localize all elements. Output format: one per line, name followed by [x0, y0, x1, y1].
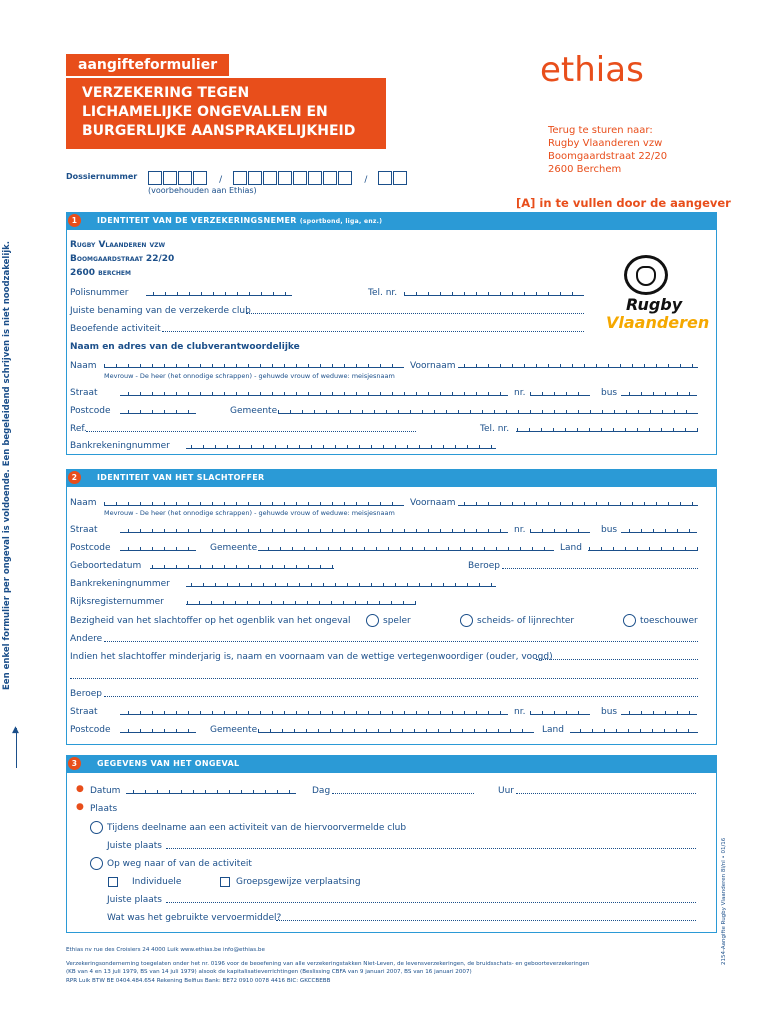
juiste-plaats-field-2[interactable] [166, 895, 696, 903]
gemeente-label-2: Gemeente [210, 543, 258, 553]
andere-label: Andere [70, 634, 103, 644]
straat-field-3[interactable] [120, 709, 508, 715]
minderjarig-label: Indien het slachtoffer minderjarig is, naam en voornaam van de wettige vertegenwoordiger (ouder, voogd) [70, 652, 553, 662]
nr-field-1[interactable] [530, 390, 590, 396]
juiste-plaats-field[interactable] [166, 841, 696, 849]
tijdens-label: Tijdens deelname aan een activiteit van de hiervoorvermelde club [107, 823, 407, 833]
section-3-number: 3 [68, 757, 81, 770]
nr-label-3: nr. [514, 707, 526, 717]
return-line-2: Rugby Vlaanderen vzw [548, 138, 663, 149]
gemeente-label-3: Gemeente [210, 725, 258, 735]
org-name: Rugby Vlaanderen vzw [70, 240, 166, 250]
section-1-subtitle: (sportbond, liga, enz.) [299, 218, 383, 225]
nr-label-1: nr. [514, 388, 526, 398]
lion-icon [624, 255, 668, 295]
speler-label: speler [383, 616, 411, 626]
return-line-3: Boomgaardstraat 22/20 [548, 151, 668, 162]
straat-label-3: Straat [70, 707, 98, 717]
dag-field[interactable] [332, 786, 474, 794]
rijksregister-field[interactable] [186, 599, 416, 605]
contact-heading: Naam en adres van de clubverantwoordelijke [70, 342, 300, 352]
gemeente-field-1[interactable] [278, 408, 698, 414]
geboortedatum-field[interactable] [150, 563, 334, 569]
beroep-label-2: Beroep [70, 689, 102, 699]
land-field-2[interactable] [588, 545, 698, 551]
arrow-up-icon: ▲ [12, 725, 19, 735]
beoefende-label: Beoefende activiteit [70, 324, 161, 334]
voornaam-label-2: Voornaam [410, 498, 456, 508]
beroep-field-2[interactable] [104, 689, 698, 697]
bank-label-1: Bankrekeningnummer [70, 441, 170, 451]
op-weg-radio[interactable] [90, 857, 103, 870]
footer-legal-3: RPR Luik BTW BE 0404.484.654 Rekening Belfius Bank: BE72 0910 0078 4416 BIC: GKCCBEBB [66, 978, 331, 984]
rijksregister-label: Rijksregisternummer [70, 597, 164, 607]
uur-label: Uur [498, 786, 514, 796]
title-line-1: VERZEKERING TEGEN [82, 85, 250, 101]
voornaam-label-1: Voornaam [410, 361, 456, 371]
naam-label-1: Naam [70, 361, 97, 371]
juiste-plaats-label-2: Juiste plaats [107, 895, 162, 905]
footer-address: Ethias nv rue des Croisiers 24 4000 Luik www.ethias.be info@ethias.be [66, 947, 265, 953]
gemeente-field-2[interactable] [258, 545, 554, 551]
juiste-benaming-label: Juiste benaming van de verzekerde club [70, 306, 251, 316]
scheids-label: scheids- of lijnrechter [477, 616, 575, 626]
nr-field-3[interactable] [530, 709, 590, 715]
ref-label: Ref. [70, 424, 87, 434]
form-tag: aangifteformulier [66, 54, 229, 76]
org-city: 2600 berchem [70, 268, 131, 278]
telnr-field[interactable] [404, 290, 584, 296]
straat-field-2[interactable] [120, 527, 508, 533]
groeps-checkbox[interactable] [220, 877, 230, 887]
ethias-logo: ethias [540, 50, 644, 90]
individuele-label: Individuele [132, 877, 182, 887]
bus-field-1[interactable] [621, 390, 697, 396]
bank-field-2[interactable] [186, 581, 496, 587]
section-3-title: GEGEVENS VAN HET ONGEVAL [97, 759, 240, 768]
ref-field[interactable] [86, 424, 416, 432]
section-2-title: IDENTITEIT VAN HET SLACHTOFFER [97, 473, 265, 482]
minderjarig-field[interactable] [536, 652, 698, 660]
bus-field-2[interactable] [621, 527, 697, 533]
postcode-field-2[interactable] [120, 545, 196, 551]
beroep-field[interactable] [502, 561, 698, 569]
naam-hint-1: Mevrouw - De heer (het onnodige schrappen) - gehuwde vrouw of weduwe: meisjesnaam [104, 372, 395, 380]
gemeente-field-3[interactable] [258, 727, 534, 733]
groeps-label: Groepsgewijze verplaatsing [236, 877, 361, 887]
bank-field-1[interactable] [186, 443, 496, 449]
telnr-field-2[interactable] [516, 426, 698, 432]
form-title [66, 78, 386, 149]
club-logo-line2: Vlaanderen [606, 313, 710, 332]
toeschouwer-radio[interactable] [623, 614, 636, 627]
naam-field-2[interactable] [104, 500, 404, 506]
side-instruction: Een enkel formulier per ongeval is voldoende. Een begeleidend schrijven is niet noodzakelijk. [2, 240, 12, 690]
club-logo-line1: Rugby [626, 295, 683, 314]
andere-field[interactable] [104, 634, 698, 642]
aangever-note: [A] in te vullen door de aangever [516, 196, 731, 210]
straat-field-1[interactable] [120, 390, 508, 396]
naam-field-1[interactable] [104, 362, 404, 368]
return-address [548, 124, 667, 176]
toeschouwer-label: toeschouwer [640, 616, 698, 626]
straat-label-1: Straat [70, 388, 98, 398]
op-weg-label: Op weg naar of van de activiteit [107, 859, 252, 869]
datum-field[interactable] [126, 788, 296, 794]
bus-label-2: bus [601, 525, 618, 535]
scheids-radio[interactable] [460, 614, 473, 627]
voornaam-field-2[interactable] [458, 500, 698, 506]
telnr-label-2: Tel. nr. [480, 424, 510, 434]
straat-label-2: Straat [70, 525, 98, 535]
juiste-plaats-label: Juiste plaats [107, 841, 162, 851]
footer-legal-2: (KB van 4 en 13 juli 1979, BS van 14 juli 1979) alsook de kapitalisatieverrichtingen (Beslissing CBFA van 9 januari 2007, BS van 16 januari 2007) [66, 969, 472, 975]
org-street: Boomgaardstraat 22/20 [70, 254, 175, 264]
individuele-checkbox[interactable] [108, 877, 118, 887]
vervoer-label: Wat was het gebruikte vervoermiddel? [107, 913, 282, 923]
bus-label-1: bus [601, 388, 618, 398]
dossier-note: (voorbehouden aan Ethias) [148, 186, 257, 195]
section-2-header [66, 469, 717, 487]
return-line-1: Terug te sturen naar: [548, 125, 653, 136]
postcode-label-3: Postcode [70, 725, 111, 735]
polisnummer-label: Polisnummer [70, 288, 129, 298]
juiste-benaming-field[interactable] [246, 306, 584, 314]
tijdens-radio[interactable] [90, 821, 103, 834]
postcode-label-2: Postcode [70, 543, 111, 553]
section-1-number: 1 [68, 214, 81, 227]
section-1-header [66, 212, 717, 230]
naam-hint-2: Mevrouw - De heer (het onnodige schrappen) - gehuwde vrouw of weduwe: meisjesnaam [104, 509, 395, 517]
title-line-3: BURGERLIJKE AANSPRAKELIJKHEID [82, 123, 356, 139]
beroep-label: Beroep [468, 561, 500, 571]
dossier-label: Dossiernummer [66, 172, 138, 181]
footer-legal-1: Verzekeringsonderneming toegelaten onder het nr. 0196 voor de beoefening van alle verzekeringstakken Niet-Leven, de levensverzekeringen, de bruidsschats- en geboorteverzekeringen [66, 961, 590, 967]
telnr-label: Tel. nr. [368, 288, 398, 298]
naam-label-2: Naam [70, 498, 97, 508]
section-1-title: IDENTITEIT VAN DE VERZEKERINGSNEMER [97, 216, 297, 225]
side-code: 2154-Aangifte Rugby Vlaanderen 8l/nl • 01/16 [721, 837, 727, 965]
bus-label-3: bus [601, 707, 618, 717]
dag-label: Dag [312, 786, 331, 796]
nr-field-2[interactable] [530, 527, 590, 533]
bus-field-3[interactable] [621, 709, 697, 715]
land-label-2: Land [560, 543, 582, 553]
geboortedatum-label: Geboortedatum [70, 561, 142, 571]
title-line-2: LICHAMELIJKE ONGEVALLEN EN [82, 104, 328, 120]
bullet-icon: ● [76, 784, 84, 794]
bullet-icon-2: ● [76, 802, 84, 812]
dossier-sep-2: / [364, 175, 368, 185]
dossier-sep-1: / [219, 175, 223, 185]
postcode-field-3[interactable] [120, 727, 196, 733]
hoedanigheid-label: Bezigheid van het slachtoffer op het ogenblik van het ongeval [70, 616, 351, 626]
minderjarig-field-2[interactable] [70, 671, 698, 679]
postcode-field-1[interactable] [120, 408, 196, 414]
plaats-label: Plaats [90, 804, 118, 814]
beoefende-field[interactable] [162, 324, 584, 332]
land-field-3[interactable] [570, 727, 698, 733]
land-label-3: Land [542, 725, 564, 735]
datum-label: Datum [90, 786, 121, 796]
vervoer-field[interactable] [276, 913, 696, 921]
return-line-4: 2600 Berchem [548, 164, 622, 175]
bank-label-2: Bankrekeningnummer [70, 579, 170, 589]
section-3-header [66, 755, 717, 773]
voornaam-field-1[interactable] [458, 362, 698, 368]
gemeente-label-1: Gemeente [230, 406, 278, 416]
nr-label-2: nr. [514, 525, 526, 535]
postcode-label-1: Postcode [70, 406, 111, 416]
speler-radio[interactable] [366, 614, 379, 627]
polisnummer-field[interactable] [146, 290, 292, 296]
uur-field[interactable] [516, 786, 696, 794]
section-2-number: 2 [68, 471, 81, 484]
dossier-field[interactable] [148, 167, 408, 186]
